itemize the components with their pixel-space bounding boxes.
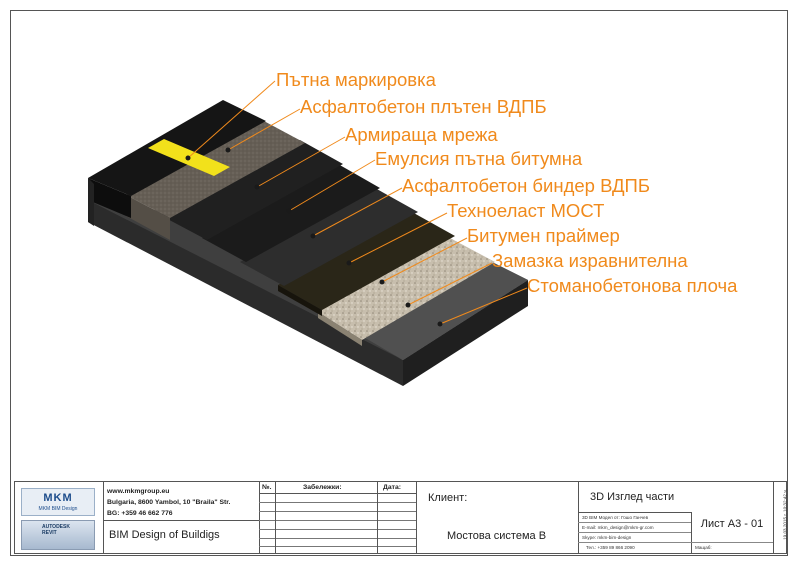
revisions-table bbox=[259, 482, 416, 553]
revisions-col-number: №. bbox=[262, 484, 272, 491]
label-bitumen-primer: Битумен праймер bbox=[467, 225, 620, 246]
sheet-number: Лист А3 - 01 bbox=[700, 518, 764, 530]
label-dense-asphalt: Асфалтобетон плътен ВДПБ bbox=[300, 96, 547, 117]
skype-contact: Skype: mkm-bim-design bbox=[582, 535, 632, 540]
label-reinforcement-mesh: Армираща мрежа bbox=[345, 124, 498, 145]
left-side-face bbox=[88, 178, 94, 226]
label-leveling-screed: Замазка изравнителна bbox=[492, 250, 688, 271]
company-phone: BG: +359 46 662 776 bbox=[107, 510, 173, 517]
company-address: Bulgaria, 8600 Yambol, 10 "Braila" Str. bbox=[107, 499, 231, 506]
phone-contact: Тел.: +359 89 866 2090 bbox=[586, 545, 635, 550]
revisions-col-date: Дата: bbox=[383, 484, 401, 491]
company-slogan: BIM Design of Buildigs bbox=[109, 529, 220, 541]
logo-text: MKM bbox=[43, 492, 73, 504]
scale-label: Мащаб: bbox=[695, 545, 712, 550]
label-binder-asphalt: Асфалтобетон биндер ВДПБ bbox=[402, 175, 650, 196]
logo-subtitle: MKM BIM Design bbox=[38, 506, 78, 512]
label-concrete-slab: Стоманобетонова плоча bbox=[527, 275, 738, 296]
title-block bbox=[14, 481, 787, 554]
timestamp: 19.03.2015 г. 10:32:42 ч. bbox=[782, 489, 788, 540]
model-author: 3D BIM Модел от: Гошо Ганчев bbox=[582, 515, 649, 520]
view-title: 3D Изглед части bbox=[590, 491, 675, 503]
label-road-marking: Пътна маркировка bbox=[276, 69, 436, 90]
revit-badge bbox=[21, 520, 95, 550]
label-technoelast-membrane: Техноеласт МОСТ bbox=[447, 200, 605, 221]
project-name: Мостова система В bbox=[446, 530, 547, 542]
revisions-col-notes: Забележки: bbox=[303, 484, 342, 491]
client-label: Клиент: bbox=[428, 492, 468, 504]
company-website[interactable]: www.mkmgroup.eu bbox=[107, 488, 170, 495]
label-bitumen-emulsion: Емулсия пътна битумна bbox=[375, 148, 583, 169]
email-contact[interactable]: E-mail: mkm_design@mkm-gr.com bbox=[582, 525, 654, 530]
revit-text: AUTODESK REVIT bbox=[42, 524, 70, 536]
company-logo bbox=[21, 488, 95, 516]
